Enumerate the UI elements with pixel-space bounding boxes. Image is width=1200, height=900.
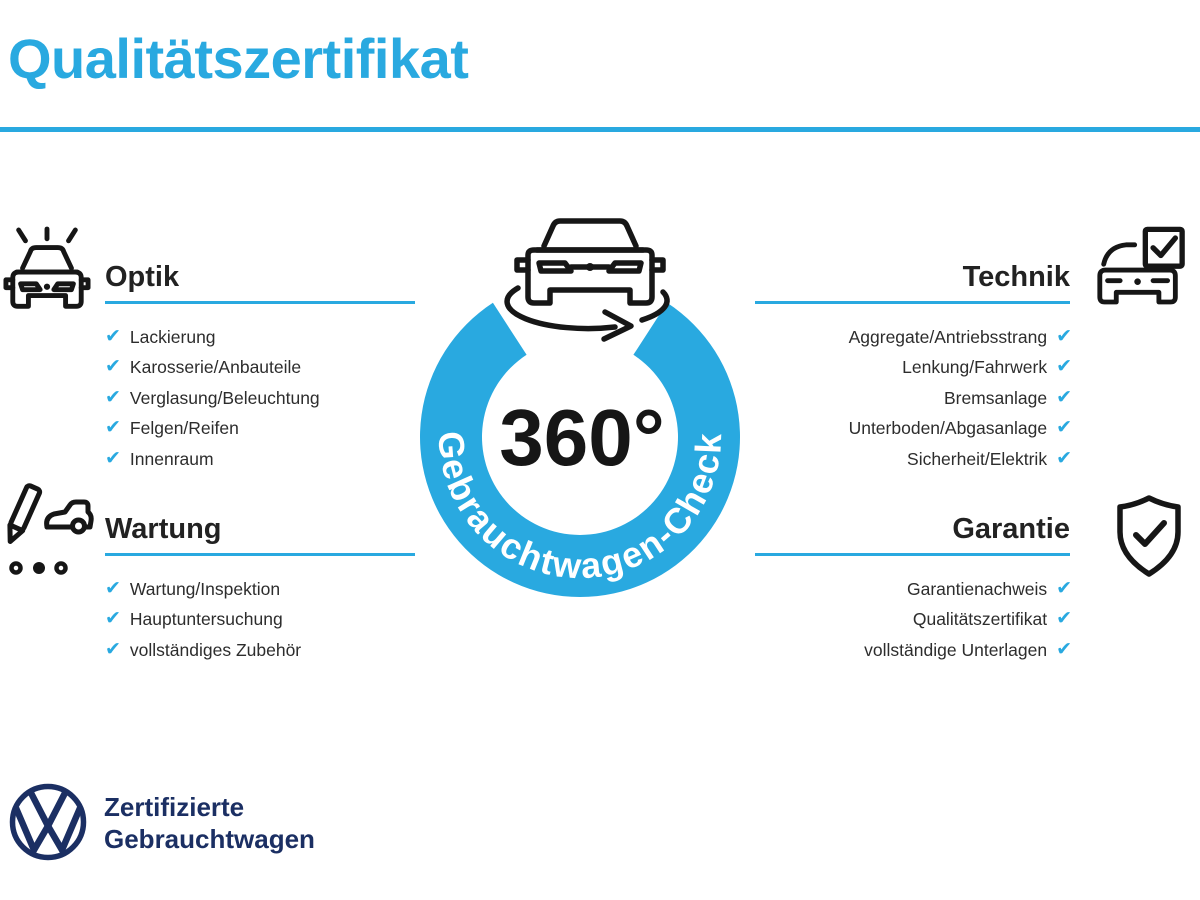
page-title: Qualitätszertifikat xyxy=(8,27,469,90)
check-icon: ✔ xyxy=(105,356,121,378)
item-label: vollständige Unterlagen xyxy=(864,639,1048,660)
section-underline-technik xyxy=(755,301,1070,304)
check-icon: ✔ xyxy=(1056,356,1072,378)
item-label: Verglasung/Beleuchtung xyxy=(129,387,320,408)
ring-label: Gebrauchtwagen-Check xyxy=(430,429,730,587)
list-item xyxy=(105,635,301,666)
service-record-icon xyxy=(0,481,95,576)
list-item xyxy=(753,635,1072,666)
check-icon: ✔ xyxy=(105,325,121,347)
list-item xyxy=(105,414,320,445)
item-label: Qualitätszertifikat xyxy=(912,609,1048,630)
optik-item-list xyxy=(105,322,320,475)
check-icon: ✔ xyxy=(1056,417,1072,439)
check-icon: ✔ xyxy=(1056,386,1072,408)
section-title-wartung: Wartung xyxy=(105,513,222,545)
section-underline-garantie xyxy=(755,553,1070,556)
list-item xyxy=(105,353,320,384)
check-icon: ✔ xyxy=(105,386,121,408)
item-label: Unterboden/Abgasanlage xyxy=(848,418,1048,439)
item-label: Karosserie/Anbauteile xyxy=(129,357,302,378)
brand-line-2: Gebrauchtwagen xyxy=(104,824,315,854)
garantie-item-list xyxy=(753,574,1072,666)
check-icon: ✔ xyxy=(105,417,121,439)
item-label: Aggregate/Antriebsstrang xyxy=(848,326,1048,347)
list-item xyxy=(753,353,1072,384)
brand-text xyxy=(104,791,315,855)
item-label: Sicherheit/Elektrik xyxy=(907,448,1048,469)
list-item xyxy=(105,322,320,353)
shield-check-icon xyxy=(1107,492,1192,582)
list-item xyxy=(753,574,1072,605)
car-checklist-icon xyxy=(1094,226,1186,316)
list-item xyxy=(753,322,1072,353)
check-icon: ✔ xyxy=(1056,608,1072,630)
check-icon: ✔ xyxy=(1056,577,1072,599)
item-label: Lackierung xyxy=(129,326,216,347)
360-check-badge xyxy=(405,200,755,600)
section-underline-optik xyxy=(105,301,415,304)
item-label: Felgen/Reifen xyxy=(129,418,239,439)
section-title-technik: Technik xyxy=(962,261,1070,293)
list-item xyxy=(105,605,301,636)
list-item xyxy=(753,383,1072,414)
item-label: Innenraum xyxy=(129,448,214,469)
section-title-optik: Optik xyxy=(105,261,180,293)
item-label: Wartung/Inspektion xyxy=(129,578,281,599)
brand-line-1: Zertifizierte xyxy=(104,792,245,822)
wartung-item-list xyxy=(105,574,301,666)
car-rotation-icon xyxy=(507,221,667,339)
item-label: Garantienachweis xyxy=(907,578,1048,599)
check-icon: ✔ xyxy=(1056,447,1072,469)
car-shine-icon xyxy=(3,226,91,322)
item-label: Hauptuntersuchung xyxy=(129,609,283,630)
list-item xyxy=(105,574,301,605)
check-icon: ✔ xyxy=(105,577,121,599)
section-title-garantie: Garantie xyxy=(952,513,1070,545)
degree-label: 360° xyxy=(499,393,665,482)
check-icon: ✔ xyxy=(1056,325,1072,347)
check-icon: ✔ xyxy=(105,608,121,630)
technik-item-list xyxy=(753,322,1072,475)
item-label: Bremsanlage xyxy=(943,387,1048,408)
list-item xyxy=(753,414,1072,445)
check-icon: ✔ xyxy=(105,638,121,660)
check-icon: ✔ xyxy=(105,447,121,469)
list-item xyxy=(105,383,320,414)
list-item xyxy=(753,444,1072,475)
vw-logo-icon xyxy=(8,782,88,862)
section-underline-wartung xyxy=(105,553,415,556)
header-divider xyxy=(0,127,1200,132)
check-icon: ✔ xyxy=(1056,638,1072,660)
list-item xyxy=(105,444,320,475)
item-label: Lenkung/Fahrwerk xyxy=(902,357,1048,378)
list-item xyxy=(753,605,1072,636)
item-label: vollständiges Zubehör xyxy=(129,639,302,660)
